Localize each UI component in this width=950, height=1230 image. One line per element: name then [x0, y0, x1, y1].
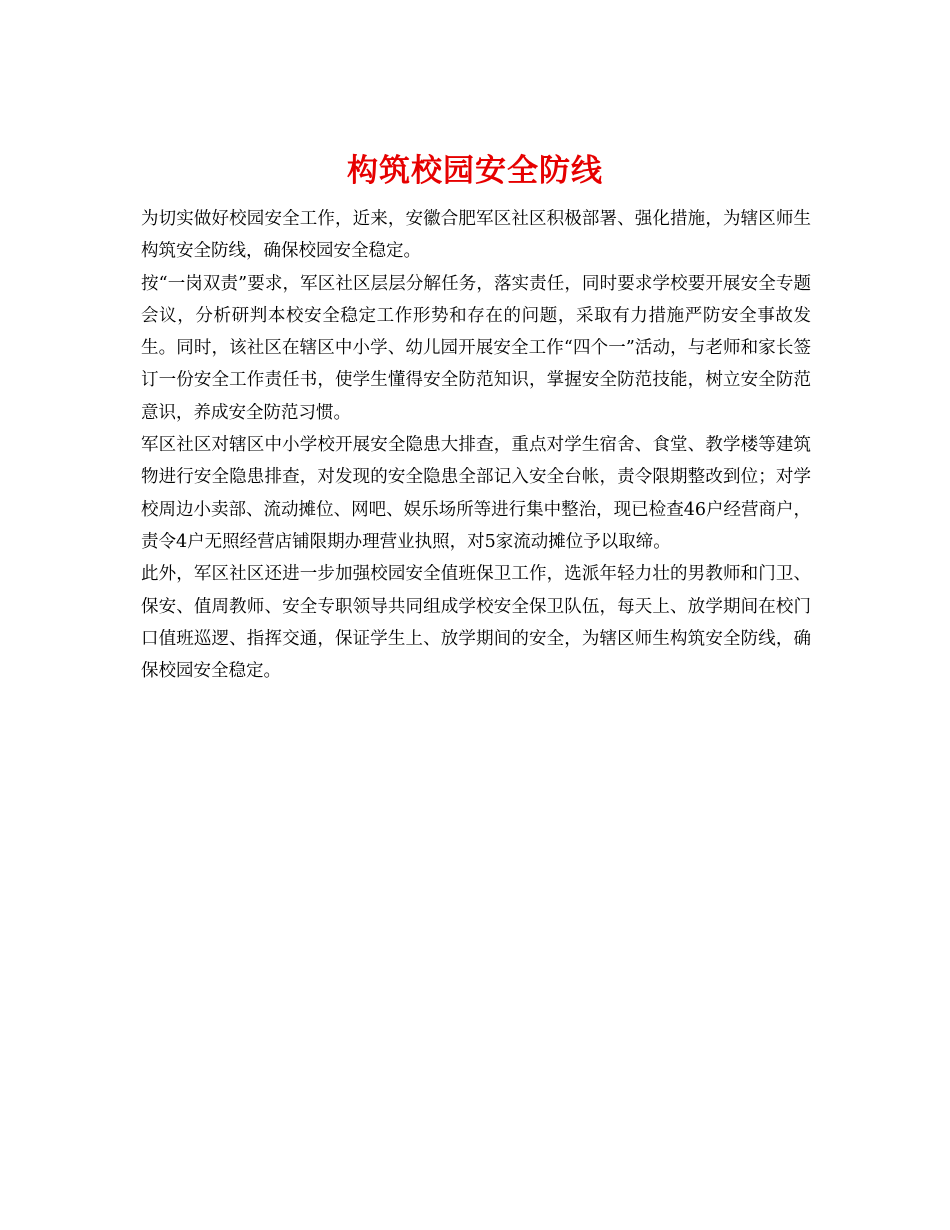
paragraph-1: 为切实做好校园安全工作，近来，安徽合肥军区社区积极部署、强化措施，为辖区师生构筑安全防线，确保校园安全稳定。	[141, 209, 811, 262]
paragraph-2: 按“一岗双责”要求，军区社区层层分解任务，落实责任，同时要求学校要开展安全专题会议，分析研判本校安全稳定工作形势和存在的问题，采取有力措施严防安全事故发生。同时，该社区在辖区中小学、幼儿园开展安全工作“四个一”活动，与老师和家长签订一份安全工作责任书，使学生懂得安全防范知识，掌握安全防范技能，树立安全防范意识，养成安全防范习惯。	[141, 273, 811, 423]
document-body	[141, 203, 811, 687]
document-title: 构筑校园安全防线	[347, 152, 603, 189]
paragraph-3: 军区社区对辖区中小学校开展安全隐患大排查，重点对学生宿舍、食堂、教学楼等建筑物进行安全隐患排查，对发现的安全隐患全部记入安全台帐，责令限期整改到位；对学校周边小卖部、流动摊位、网吧、娱乐场所等进行集中整治，现已检查46户经营商户，责令4户无照经营店铺限期办理营业执照，对5家流动摊位予以取缔。	[141, 435, 811, 552]
paragraph-4: 此外，军区社区还进一步加强校园安全值班保卫工作，选派年轻力壮的男教师和门卫、保安、值周教师、安全专职领导共同组成学校安全保卫队伍，每天上、放学期间在校门口值班巡逻、指挥交通，保证学生上、放学期间的安全，为辖区师生构筑安全防线，确保校园安全稳定。	[141, 564, 811, 682]
